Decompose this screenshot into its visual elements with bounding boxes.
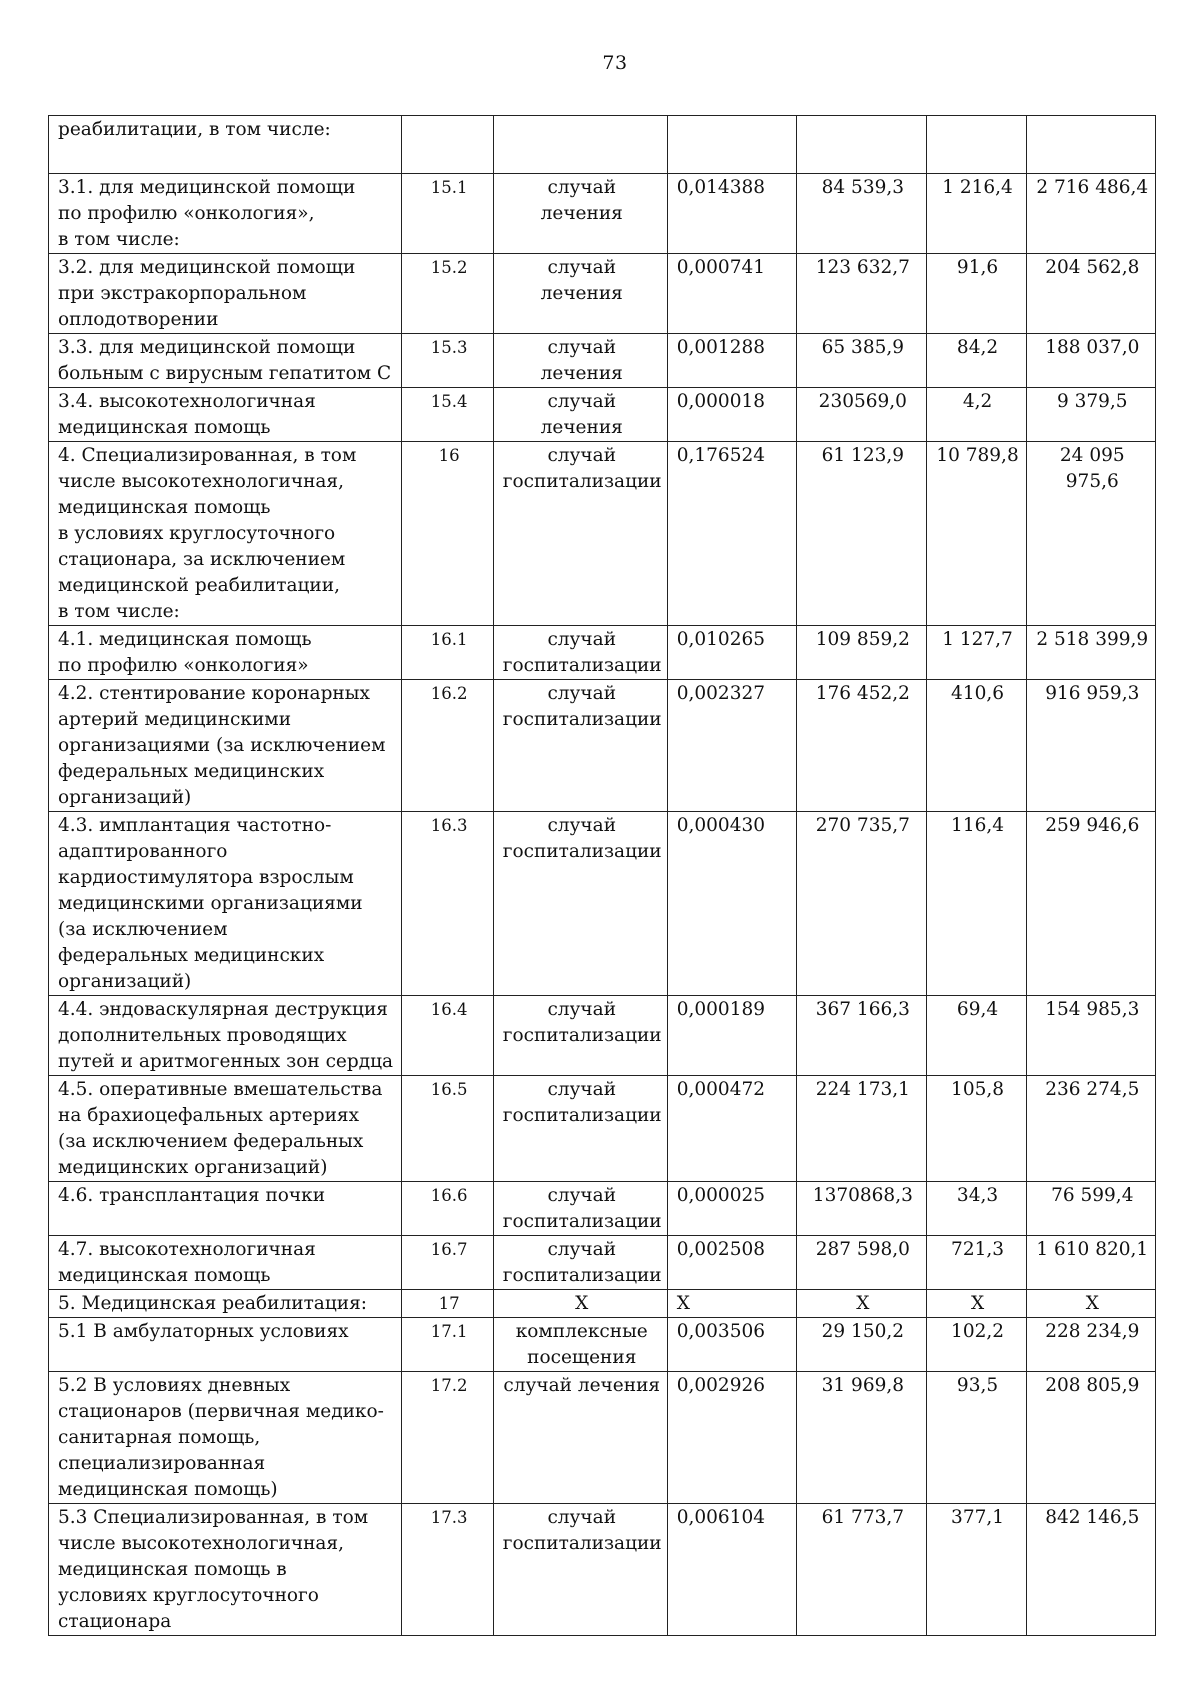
total-cell (1026, 1076, 1155, 1182)
table-row (49, 996, 1156, 1076)
total-cell-line: 188 037,0 (1045, 337, 1140, 358)
row-code-cell: 17 (402, 1290, 493, 1318)
unit-cell (493, 442, 667, 626)
care-type-cell-line: стационаров (первичная медико- (58, 1401, 384, 1422)
total-cell-line: 916 959,3 (1045, 683, 1140, 704)
row-code-cell: 16 (402, 442, 493, 626)
care-type-cell-line: условиях круглосуточного (58, 1585, 319, 1606)
table-row (49, 1236, 1156, 1290)
care-type-cell-line: в том числе: (58, 601, 180, 622)
care-type-cell-line: медицинская помощь (58, 497, 271, 518)
unit-cell-line: лечения (540, 283, 623, 304)
total-cell (1026, 996, 1155, 1076)
per-capita-cell: 10 789,8 (926, 442, 1026, 626)
care-type-cell-line: 3.2. для медицинской помощи (58, 257, 356, 278)
unit-cost-cell: 61 773,7 (797, 1504, 926, 1636)
total-cell (1026, 442, 1155, 626)
care-type-cell (49, 334, 402, 388)
unit-cell (493, 388, 667, 442)
unit-cost-cell: 176 452,2 (797, 680, 926, 812)
unit-cell-line: комплексные (515, 1321, 648, 1342)
care-type-cell-line: 4.3. имплантация частотно- (58, 815, 332, 836)
table-row (49, 116, 1156, 174)
unit-cell-line: случай (547, 815, 617, 836)
unit-cell-line: госпитализации (502, 655, 662, 676)
care-type-cell-line: 4. Специализированная, в том (58, 445, 357, 466)
total-cell-line: Х (1085, 1293, 1099, 1314)
care-type-cell (49, 996, 402, 1076)
care-type-cell-line: медицинская помощь (58, 1265, 271, 1286)
unit-cost-cell: 270 735,7 (797, 812, 926, 996)
total-cell-line: 9 379,5 (1056, 391, 1128, 412)
care-type-cell-line: кардиостимулятора взрослым (58, 867, 354, 888)
per-capita-cell: 105,8 (926, 1076, 1026, 1182)
unit-cost-cell: 29 150,2 (797, 1318, 926, 1372)
row-code-cell: 17.1 (402, 1318, 493, 1372)
care-type-cell-line: медицинских организаций) (58, 1157, 328, 1178)
care-type-cell-line: специализированная (58, 1453, 266, 1474)
care-type-cell (49, 1182, 402, 1236)
care-type-cell (49, 254, 402, 334)
unit-cell (493, 116, 667, 174)
care-type-cell-line: оплодотворении (58, 309, 219, 330)
care-type-cell (49, 1318, 402, 1372)
total-cell (1026, 1182, 1155, 1236)
unit-cell-line: лечения (540, 363, 623, 384)
care-type-cell-line: артерий медицинскими (58, 709, 292, 730)
row-code-cell: 15.3 (402, 334, 493, 388)
unit-cell-line: посещения (527, 1347, 637, 1368)
norm-cell: 0,000018 (667, 388, 796, 442)
unit-cell-line: лечения (540, 417, 623, 438)
unit-cell-line: случай (547, 1079, 617, 1100)
care-type-cell-line: организациями (за исключением (58, 735, 386, 756)
row-code-cell: 16.5 (402, 1076, 493, 1182)
norm-cell: 0,000189 (667, 996, 796, 1076)
unit-cell-line: случай лечения (503, 1375, 661, 1396)
care-type-cell-line: при экстракорпоральном (58, 283, 307, 304)
norm-cell: 0,014388 (667, 174, 796, 254)
norm-cell: 0,000430 (667, 812, 796, 996)
table-row (49, 442, 1156, 626)
norm-cell: 0,001288 (667, 334, 796, 388)
per-capita-cell: 84,2 (926, 334, 1026, 388)
row-code-cell: 15.1 (402, 174, 493, 254)
total-cell-line: 236 274,5 (1045, 1079, 1140, 1100)
per-capita-cell: 93,5 (926, 1372, 1026, 1504)
unit-cell-line: госпитализации (502, 1533, 662, 1554)
care-type-cell-line: медицинскими организациями (58, 893, 363, 914)
unit-cost-cell: 230569,0 (797, 388, 926, 442)
table-row (49, 680, 1156, 812)
care-type-cell (49, 174, 402, 254)
norm-cell: 0,006104 (667, 1504, 796, 1636)
total-cell-line: 2 518 399,9 (1036, 629, 1149, 650)
care-type-cell (49, 388, 402, 442)
care-type-cell-line: по профилю «онкология» (58, 655, 309, 676)
unit-cell-line: случай (547, 391, 617, 412)
unit-cell-line: госпитализации (502, 1025, 662, 1046)
care-type-cell-line: адаптированного (58, 841, 228, 862)
unit-cell-line: случай (547, 1507, 617, 1528)
norm-cell: 0,002327 (667, 680, 796, 812)
care-type-cell (49, 626, 402, 680)
per-capita-cell: 4,2 (926, 388, 1026, 442)
total-cell-line: 76 599,4 (1051, 1185, 1134, 1206)
total-cell-line: 208 805,9 (1045, 1375, 1140, 1396)
norm-cell: 0,000741 (667, 254, 796, 334)
unit-cost-cell (797, 116, 926, 174)
unit-cell (493, 254, 667, 334)
care-type-cell-line: 4.4. эндоваскулярная деструкция (58, 999, 388, 1020)
care-type-cell-line: организаций) (58, 787, 192, 808)
care-type-cell-line: медицинская помощь в (58, 1559, 287, 1580)
row-code-cell: 17.3 (402, 1504, 493, 1636)
care-type-cell-line: 5.1 В амбулаторных условиях (58, 1321, 349, 1342)
total-cell-line: 259 946,6 (1045, 815, 1140, 836)
care-type-cell (49, 442, 402, 626)
table-row (49, 1504, 1156, 1636)
per-capita-cell: 377,1 (926, 1504, 1026, 1636)
row-code-cell: 15.2 (402, 254, 493, 334)
unit-cell-line: случай (547, 1239, 617, 1260)
care-type-cell-line: на брахиоцефальных артериях (58, 1105, 360, 1126)
table-row (49, 1076, 1156, 1182)
table-row (49, 1182, 1156, 1236)
unit-cost-cell: 84 539,3 (797, 174, 926, 254)
per-capita-cell: 410,6 (926, 680, 1026, 812)
row-code-cell: 15.4 (402, 388, 493, 442)
unit-cell-line: госпитализации (502, 1265, 662, 1286)
norm-cell: 0,002926 (667, 1372, 796, 1504)
unit-cell-line: лечения (540, 203, 623, 224)
unit-cell (493, 812, 667, 996)
care-type-cell-line: 5.3 Специализированная, в том (58, 1507, 369, 1528)
norm-cell (667, 116, 796, 174)
total-cell-line: 204 562,8 (1045, 257, 1140, 278)
per-capita-cell: Х (926, 1290, 1026, 1318)
unit-cell-line: госпитализации (502, 1211, 662, 1232)
unit-cell-line: случай (547, 445, 617, 466)
row-code-cell: 16.1 (402, 626, 493, 680)
care-type-cell-line: числе высокотехнологичная, (58, 471, 344, 492)
per-capita-cell: 721,3 (926, 1236, 1026, 1290)
total-cell-line: 228 234,9 (1045, 1321, 1140, 1342)
total-cell (1026, 626, 1155, 680)
total-cell (1026, 1318, 1155, 1372)
unit-cell-line: госпитализации (502, 709, 662, 730)
unit-cell (493, 626, 667, 680)
total-cell (1026, 1372, 1155, 1504)
care-type-cell-line: федеральных медицинских (58, 945, 325, 966)
unit-cost-cell: 367 166,3 (797, 996, 926, 1076)
total-cell (1026, 1236, 1155, 1290)
norm-cell: 0,010265 (667, 626, 796, 680)
care-type-cell-line: (за исключением (58, 919, 228, 940)
norm-cell: 0,002508 (667, 1236, 796, 1290)
care-type-cell (49, 1076, 402, 1182)
care-type-cell (49, 1290, 402, 1318)
table-row (49, 626, 1156, 680)
care-type-cell-line: медицинская помощь) (58, 1479, 278, 1500)
unit-cost-cell: 123 632,7 (797, 254, 926, 334)
unit-cell (493, 1504, 667, 1636)
unit-cell-line: Х (575, 1293, 589, 1314)
norm-cell: 0,003506 (667, 1318, 796, 1372)
care-type-cell-line: 4.1. медицинская помощь (58, 629, 312, 650)
care-volume-table (48, 115, 1156, 1636)
unit-cell (493, 334, 667, 388)
unit-cost-cell: 287 598,0 (797, 1236, 926, 1290)
care-type-cell-line: организаций) (58, 971, 192, 992)
care-type-cell-line: 4.6. трансплантация почки (58, 1185, 326, 1206)
per-capita-cell: 91,6 (926, 254, 1026, 334)
table-row (49, 1290, 1156, 1318)
care-type-cell-line: стационара (58, 1611, 172, 1632)
unit-cell-line: случай (547, 999, 617, 1020)
total-cell (1026, 388, 1155, 442)
table-row (49, 1372, 1156, 1504)
total-cell (1026, 116, 1155, 174)
total-cell-line: 842 146,5 (1045, 1507, 1140, 1528)
table-row (49, 1318, 1156, 1372)
care-type-cell (49, 1504, 402, 1636)
care-type-cell-line: медицинской реабилитации, (58, 575, 340, 596)
row-code-cell (402, 116, 493, 174)
unit-cell (493, 1076, 667, 1182)
total-cell (1026, 1290, 1155, 1318)
row-code-cell: 17.2 (402, 1372, 493, 1504)
unit-cost-cell: 1370868,3 (797, 1182, 926, 1236)
care-type-cell-line: (за исключением федеральных (58, 1131, 364, 1152)
page-number: 73 (602, 52, 628, 74)
care-type-cell-line: путей и аритмогенных зон сердца (58, 1051, 394, 1072)
total-cell-line: 154 985,3 (1045, 999, 1140, 1020)
norm-cell: 0,176524 (667, 442, 796, 626)
per-capita-cell: 102,2 (926, 1318, 1026, 1372)
unit-cell (493, 996, 667, 1076)
care-type-cell-line: 5. Медицинская реабилитация: (58, 1293, 367, 1314)
unit-cell (493, 680, 667, 812)
per-capita-cell: 1 127,7 (926, 626, 1026, 680)
table-row (49, 174, 1156, 254)
care-type-cell-line: санитарная помощь, (58, 1427, 261, 1448)
care-type-cell (49, 680, 402, 812)
table-row (49, 334, 1156, 388)
unit-cell (493, 1182, 667, 1236)
row-code-cell: 16.6 (402, 1182, 493, 1236)
total-cell-line: 2 716 486,4 (1036, 177, 1149, 198)
unit-cell-line: случай (547, 177, 617, 198)
total-cell (1026, 334, 1155, 388)
care-type-cell-line: 3.4. высокотехнологичная (58, 391, 316, 412)
table-row (49, 812, 1156, 996)
unit-cell-line: случай (547, 629, 617, 650)
unit-cost-cell: 65 385,9 (797, 334, 926, 388)
unit-cost-cell: 31 969,8 (797, 1372, 926, 1504)
unit-cell-line: случай (547, 257, 617, 278)
norm-cell: 0,000025 (667, 1182, 796, 1236)
table-body (49, 116, 1156, 1636)
unit-cost-cell: 61 123,9 (797, 442, 926, 626)
care-type-cell (49, 812, 402, 996)
total-cell (1026, 174, 1155, 254)
total-cell-line: 24 095 (1059, 445, 1125, 466)
unit-cell (493, 1290, 667, 1318)
total-cell (1026, 812, 1155, 996)
care-type-cell (49, 1236, 402, 1290)
unit-cost-cell: Х (797, 1290, 926, 1318)
table-row (49, 388, 1156, 442)
total-cell-line: 975,6 (1065, 471, 1119, 492)
total-cell-line: 1 610 820,1 (1036, 1239, 1149, 1260)
care-type-cell-line: реабилитации, в том числе: (58, 119, 331, 140)
care-type-cell-line: числе высокотехнологичная, (58, 1533, 344, 1554)
norm-cell: Х (667, 1290, 796, 1318)
care-type-cell-line: больным с вирусным гепатитом С (58, 363, 392, 384)
norm-cell: 0,000472 (667, 1076, 796, 1182)
unit-cell-line: госпитализации (502, 1105, 662, 1126)
unit-cell-line: случай (547, 1185, 617, 1206)
per-capita-cell: 34,3 (926, 1182, 1026, 1236)
unit-cell (493, 1236, 667, 1290)
per-capita-cell (926, 116, 1026, 174)
care-type-cell-line: 4.5. оперативные вмешательства (58, 1079, 383, 1100)
unit-cell (493, 1372, 667, 1504)
row-code-cell: 16.2 (402, 680, 493, 812)
care-type-cell-line: по профилю «онкология», (58, 203, 315, 224)
total-cell (1026, 1504, 1155, 1636)
unit-cell-line: случай (547, 337, 617, 358)
unit-cell-line: госпитализации (502, 841, 662, 862)
row-code-cell: 16.4 (402, 996, 493, 1076)
care-type-cell-line: стационара, за исключением (58, 549, 346, 570)
unit-cost-cell: 224 173,1 (797, 1076, 926, 1182)
table-row (49, 254, 1156, 334)
care-type-cell-line: 4.7. высокотехнологичная (58, 1239, 316, 1260)
per-capita-cell: 116,4 (926, 812, 1026, 996)
care-type-cell-line: дополнительных проводящих (58, 1025, 347, 1046)
total-cell (1026, 680, 1155, 812)
care-type-cell-line: 4.2. стентирование коронарных (58, 683, 370, 704)
care-type-cell-line: медицинская помощь (58, 417, 271, 438)
care-type-cell (49, 116, 402, 174)
care-type-cell-line: 5.2 В условиях дневных (58, 1375, 291, 1396)
care-type-cell-line: 3.3. для медицинской помощи (58, 337, 356, 358)
unit-cell-line: госпитализации (502, 471, 662, 492)
total-cell (1026, 254, 1155, 334)
care-type-cell-line: в том числе: (58, 229, 180, 250)
unit-cell (493, 1318, 667, 1372)
unit-cell (493, 174, 667, 254)
unit-cost-cell: 109 859,2 (797, 626, 926, 680)
row-code-cell: 16.3 (402, 812, 493, 996)
care-type-cell (49, 1372, 402, 1504)
row-code-cell: 16.7 (402, 1236, 493, 1290)
unit-cell-line: случай (547, 683, 617, 704)
per-capita-cell: 69,4 (926, 996, 1026, 1076)
care-type-cell-line: федеральных медицинских (58, 761, 325, 782)
per-capita-cell: 1 216,4 (926, 174, 1026, 254)
care-type-cell-line: в условиях круглосуточного (58, 523, 336, 544)
care-type-cell-line: 3.1. для медицинской помощи (58, 177, 356, 198)
